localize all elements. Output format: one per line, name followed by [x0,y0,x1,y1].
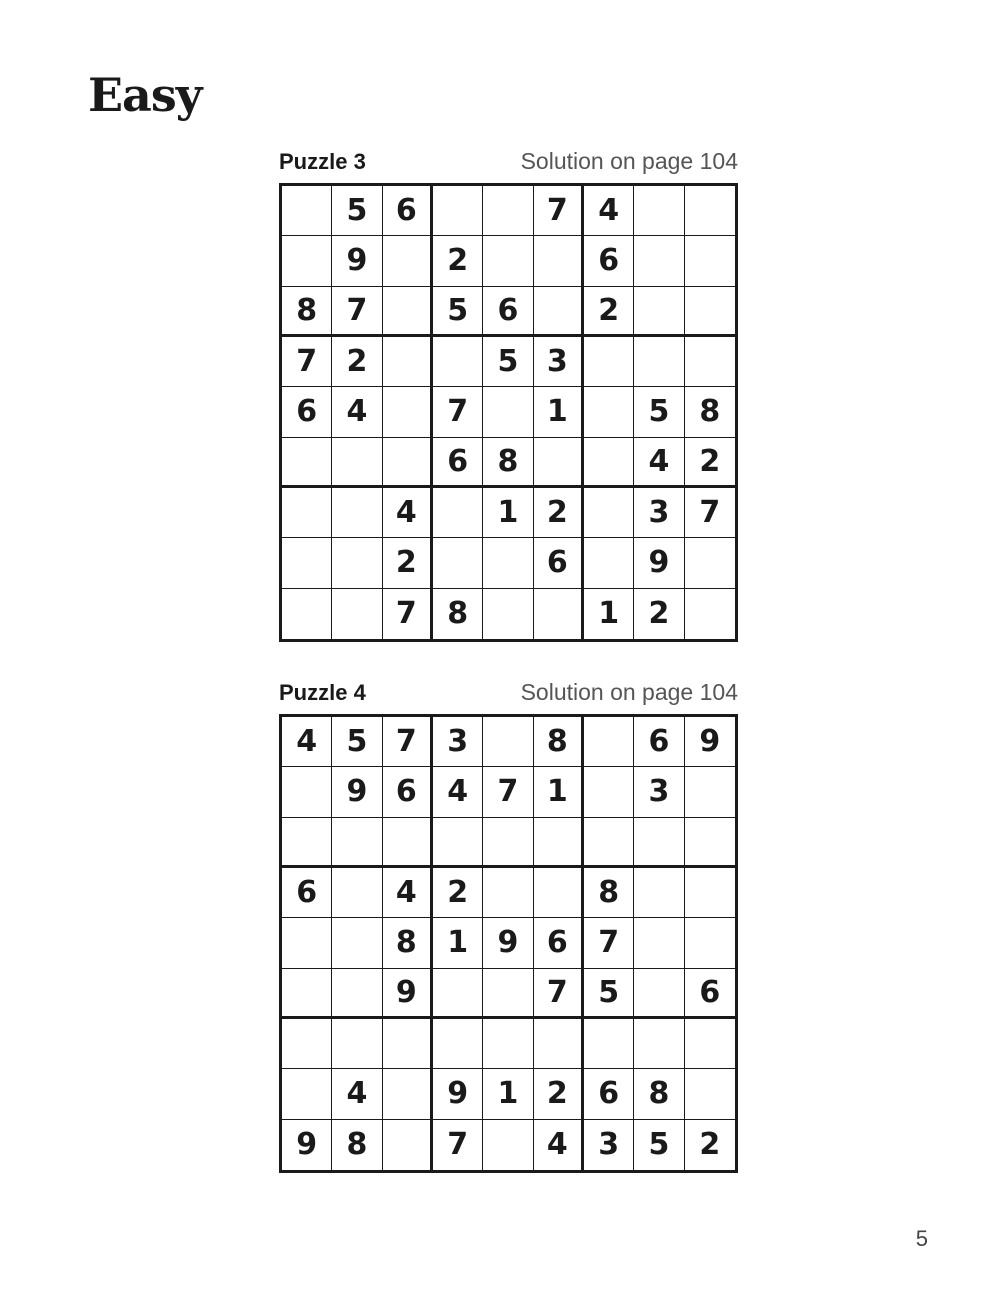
sudoku-cell[interactable] [584,337,634,387]
sudoku-cell[interactable]: 7 [534,186,584,236]
sudoku-cell[interactable]: 9 [634,538,684,588]
sudoku-cell[interactable] [383,1069,433,1119]
sudoku-cell[interactable] [483,717,533,767]
sudoku-cell[interactable] [685,337,735,387]
page-title: Easy [88,68,202,122]
sudoku-cell[interactable] [483,186,533,236]
sudoku-cell[interactable] [483,538,533,588]
sudoku-cell[interactable]: 5 [433,287,483,337]
sudoku-cell[interactable]: 2 [634,589,684,639]
sudoku-cell[interactable]: 1 [534,767,584,817]
sudoku-cell[interactable] [282,186,332,236]
sudoku-cell[interactable] [634,186,684,236]
sudoku-cell[interactable]: 6 [383,767,433,817]
sudoku-cell[interactable] [332,488,382,538]
sudoku-cell[interactable]: 8 [685,387,735,437]
sudoku-cell[interactable] [282,589,332,639]
sudoku-cell[interactable]: 7 [282,337,332,387]
sudoku-cell[interactable]: 8 [634,1069,684,1119]
sudoku-cell[interactable]: 9 [332,236,382,286]
sudoku-cell[interactable] [483,589,533,639]
sudoku-cell[interactable] [332,438,382,488]
solution-note: Solution on page 104 [520,148,738,174]
sudoku-cell[interactable] [282,236,332,286]
sudoku-cell[interactable] [685,589,735,639]
sudoku-cell[interactable] [634,868,684,918]
sudoku-cell[interactable] [685,538,735,588]
sudoku-cell[interactable] [584,1019,634,1069]
sudoku-cell[interactable] [584,438,634,488]
sudoku-cell[interactable]: 4 [534,1120,584,1170]
sudoku-cell[interactable] [332,868,382,918]
sudoku-cell[interactable]: 8 [433,589,483,639]
sudoku-cell[interactable] [534,818,584,868]
sudoku-cell[interactable] [634,287,684,337]
sudoku-cell[interactable]: 6 [433,438,483,488]
sudoku-cell[interactable]: 3 [634,767,684,817]
sudoku-cell[interactable]: 9 [685,717,735,767]
sudoku-cell[interactable]: 8 [534,717,584,767]
sudoku-cell[interactable]: 8 [584,868,634,918]
sudoku-cell[interactable] [584,717,634,767]
sudoku-cell[interactable] [383,337,433,387]
sudoku-cell[interactable]: 9 [483,918,533,968]
sudoku-cell[interactable]: 7 [383,589,433,639]
puzzle-3 [279,145,738,642]
sudoku-cell[interactable] [483,1019,533,1069]
sudoku-cell[interactable] [433,488,483,538]
sudoku-cell[interactable] [433,818,483,868]
sudoku-cell[interactable] [584,767,634,817]
sudoku-cell[interactable]: 6 [685,969,735,1019]
sudoku-cell[interactable] [282,1019,332,1069]
sudoku-cell[interactable]: 6 [534,918,584,968]
sudoku-cell[interactable] [685,818,735,868]
sudoku-cell[interactable]: 2 [534,488,584,538]
sudoku-cell[interactable]: 2 [433,236,483,286]
sudoku-cell[interactable] [332,538,382,588]
sudoku-cell[interactable]: 6 [282,387,332,437]
sudoku-cell[interactable]: 6 [282,868,332,918]
sudoku-cell[interactable]: 2 [534,1069,584,1119]
sudoku-cell[interactable]: 8 [332,1120,382,1170]
sudoku-cell[interactable]: 1 [433,918,483,968]
solution-note: Solution on page 104 [520,679,738,705]
sudoku-cell[interactable]: 6 [584,236,634,286]
sudoku-cell[interactable] [534,236,584,286]
sudoku-cell[interactable]: 2 [433,868,483,918]
sudoku-cell[interactable]: 7 [332,287,382,337]
puzzle-header [279,676,738,708]
sudoku-cell[interactable] [383,236,433,286]
sudoku-cell[interactable] [483,1120,533,1170]
sudoku-cell[interactable] [483,236,533,286]
sudoku-cell[interactable] [584,488,634,538]
sudoku-cell[interactable] [685,1019,735,1069]
sudoku-cell[interactable] [534,287,584,337]
sudoku-cell[interactable]: 3 [634,488,684,538]
sudoku-cell[interactable] [685,767,735,817]
sudoku-cell[interactable]: 6 [383,186,433,236]
sudoku-cell[interactable] [433,1019,483,1069]
sudoku-cell[interactable]: 4 [634,438,684,488]
sudoku-cell[interactable]: 5 [634,387,684,437]
sudoku-cell[interactable]: 2 [699,1127,721,1163]
sudoku-cell[interactable]: 7 [433,387,483,437]
sudoku-cell[interactable]: 6 [483,287,533,337]
sudoku-cell[interactable]: 7 [483,767,533,817]
sudoku-cell[interactable] [584,387,634,437]
sudoku-cell[interactable] [534,1019,584,1069]
sudoku-cell[interactable]: 1 [584,589,634,639]
sudoku-cell[interactable] [282,438,332,488]
sudoku-cell[interactable] [383,1120,433,1170]
sudoku-cell[interactable] [332,1019,382,1069]
sudoku-cell[interactable]: 3 [584,1120,634,1170]
sudoku-cell[interactable] [282,767,332,817]
sudoku-cell[interactable] [634,236,684,286]
sudoku-cell[interactable]: 2 [584,287,634,337]
sudoku-cell[interactable]: 4 [584,186,634,236]
sudoku-cell[interactable]: 7 [584,918,634,968]
sudoku-cell[interactable] [282,1069,332,1119]
sudoku-cell[interactable]: 6 [634,717,684,767]
sudoku-cell[interactable]: 7 [433,1120,483,1170]
page-number: 5 [915,1226,928,1251]
sudoku-cell[interactable] [332,918,382,968]
sudoku-cell[interactable] [282,488,332,538]
sudoku-cell[interactable]: 7 [534,969,584,1019]
sudoku-cell[interactable] [634,969,684,1019]
sudoku-cell[interactable] [534,868,584,918]
sudoku-cell[interactable]: 3 [534,337,584,387]
sudoku-cell[interactable]: 6 [534,538,584,588]
sudoku-cell[interactable] [332,589,382,639]
sudoku-cell[interactable]: 5 [332,717,382,767]
sudoku-cell[interactable] [483,868,533,918]
sudoku-cell[interactable] [483,969,533,1019]
sudoku-cell[interactable] [383,818,433,868]
sudoku-cell[interactable] [685,868,735,918]
sudoku-cell[interactable]: 1 [534,387,584,437]
sudoku-cell[interactable] [685,186,735,236]
sudoku-cell[interactable] [634,1019,684,1069]
sudoku-cell[interactable]: 4 [282,717,332,767]
sudoku-grid [279,714,738,1173]
sudoku-cell[interactable] [383,438,433,488]
puzzle-name: Puzzle 3 [279,149,366,174]
sudoku-cell[interactable]: 4 [433,767,483,817]
sudoku-cell[interactable] [634,818,684,868]
sudoku-cell[interactable] [332,969,382,1019]
sudoku-cell[interactable] [433,337,483,387]
sudoku-cell[interactable]: 5 [634,1120,684,1170]
sudoku-cell[interactable] [332,818,382,868]
puzzle-4 [279,676,738,1173]
sudoku-cell[interactable]: 6 [584,1069,634,1119]
sudoku-cell[interactable] [282,918,332,968]
sudoku-cell[interactable] [534,589,584,639]
sudoku-cell[interactable] [685,1069,735,1119]
sudoku-cell[interactable]: 1 [483,488,533,538]
sudoku-cell[interactable]: 2 [332,337,382,387]
sudoku-cell[interactable]: 9 [332,767,382,817]
sudoku-grid [279,183,738,642]
sudoku-cell[interactable] [634,337,684,387]
sudoku-cell[interactable]: 2 [685,438,735,488]
sudoku-cell[interactable]: 9 [433,1069,483,1119]
sudoku-cell[interactable]: 4 [383,488,433,538]
sudoku-cell[interactable] [534,438,584,488]
sudoku-cell[interactable]: 3 [433,717,483,767]
sudoku-cell[interactable] [383,287,433,337]
sudoku-cell[interactable]: 7 [383,717,433,767]
sudoku-cell[interactable] [282,538,332,588]
sudoku-cell[interactable] [483,387,533,437]
sudoku-cell[interactable]: 8 [483,438,533,488]
sudoku-cell[interactable]: 4 [332,387,382,437]
sudoku-cell[interactable]: 8 [282,287,332,337]
sudoku-cell[interactable] [433,186,483,236]
sudoku-cell[interactable] [383,1019,433,1069]
sudoku-cell[interactable] [483,818,533,868]
sudoku-cell[interactable] [433,538,483,588]
sudoku-cell[interactable]: 1 [483,1069,533,1119]
sudoku-cell[interactable]: 9 [383,969,433,1019]
sudoku-cell[interactable] [383,387,433,437]
sudoku-cell[interactable]: 5 [584,969,634,1019]
sudoku-cell[interactable] [584,538,634,588]
puzzle-name: Puzzle 4 [279,680,366,705]
sudoku-cell[interactable]: 4 [332,1069,382,1119]
sudoku-cell[interactable] [433,969,483,1019]
sudoku-cell[interactable] [634,918,684,968]
sudoku-cell[interactable] [685,236,735,286]
sudoku-cell[interactable] [584,818,634,868]
sudoku-cell[interactable]: 4 [383,868,433,918]
sudoku-cell[interactable]: 7 [685,488,735,538]
sudoku-cell[interactable]: 8 [383,918,433,968]
puzzle-header [279,145,738,177]
sudoku-cell[interactable]: 9 [282,1120,332,1170]
sudoku-cell[interactable] [685,918,735,968]
sudoku-cell[interactable] [282,818,332,868]
sudoku-cell[interactable] [282,969,332,1019]
sudoku-cell[interactable] [685,287,735,337]
sudoku-cell[interactable]: 2 [383,538,433,588]
sudoku-cell[interactable]: 5 [332,186,382,236]
sudoku-cell[interactable]: 5 [483,337,533,387]
